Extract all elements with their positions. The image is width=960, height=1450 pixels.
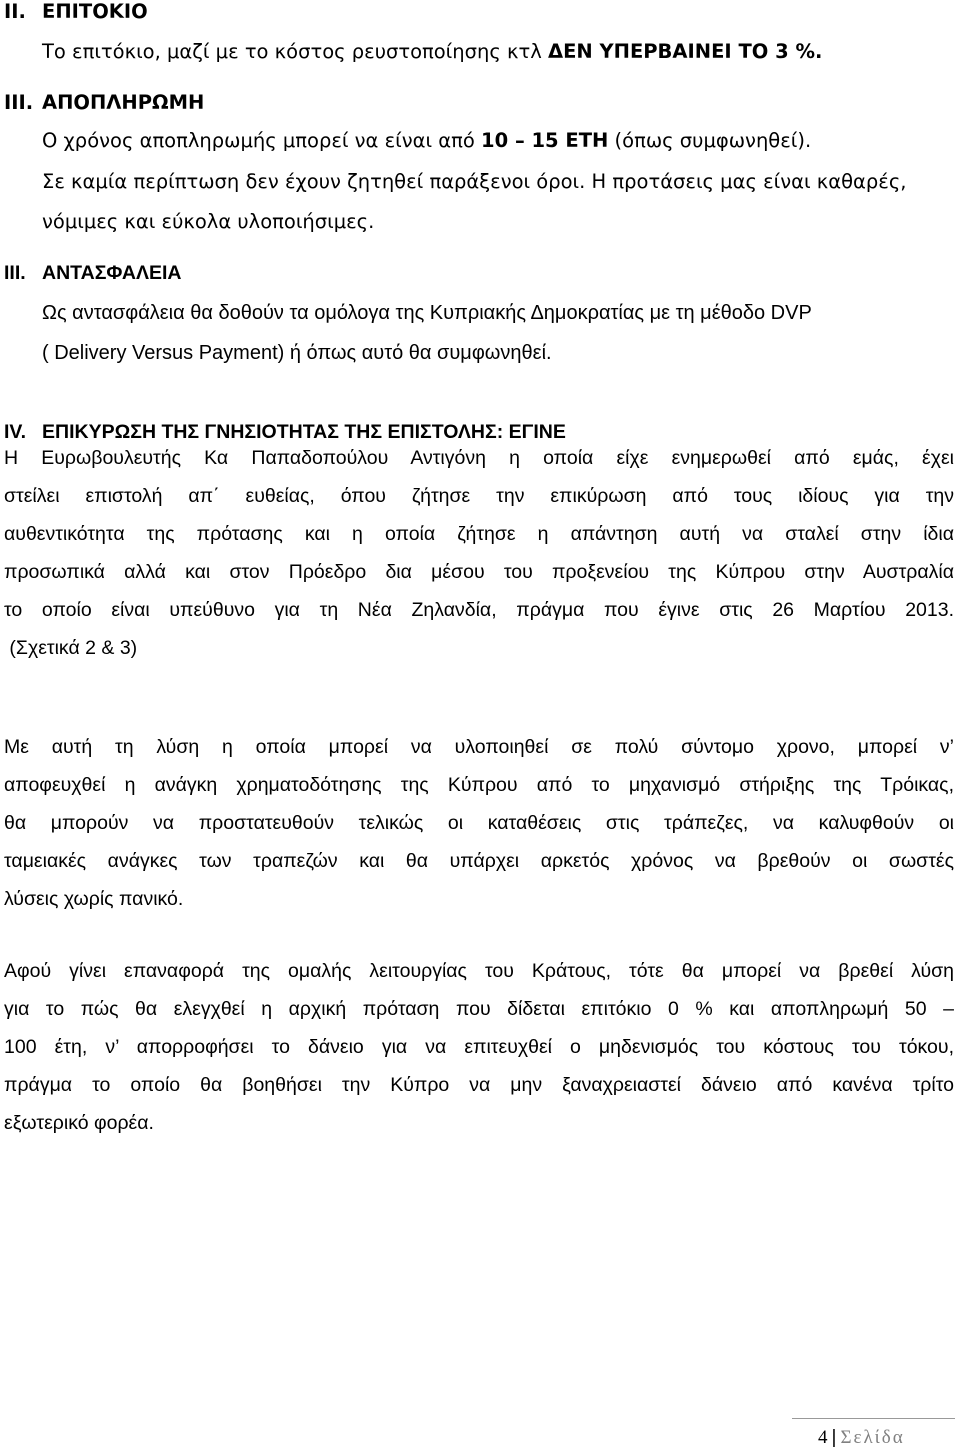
paragraph-2-line: Αφού γίνει επαναφορά της ομαλής λειτουργίας του Κράτους, τότε θα μπορεί να βρεθεί λύση: [4, 960, 954, 982]
page-word: Σελίδα: [840, 1427, 905, 1448]
section-iv-line: το οποίο είναι υπεύθυνο για τη Νέα Ζηλανδία, πράγμα που έγινε στις 26 Μαρτίου 2013.: [4, 599, 954, 621]
footer-separator: |: [831, 1427, 837, 1448]
section-iv-line: (Σχετικά 2 & 3): [4, 637, 138, 659]
section-iii-a-line-2: Σε καμία περίπτωση δεν έχουν ζητηθεί παράξενοι όροι. Η προτάσεις μας είναι καθαρές,: [42, 170, 907, 193]
section-iv-line: Η Ευρωβουλευτής Κα Παπαδοπούλου Αντιγόνη η οποία είχε ενημερωθεί από εμάς, έχει: [4, 447, 954, 469]
paragraph-2-line: πράγμα το οποίο θα βοηθήσει την Κύπρο να μην ξαναχρειαστεί δάνειο από κανένα τρίτο: [4, 1074, 954, 1096]
section-iii-a-line-1-bold: 10 – 15 ΕΤΗ: [481, 129, 609, 152]
paragraph-1-line: θα μπορούν να προστατευθούν τελικώς οι καταθέσεις στις τράπεζες, να καλυφθούν οι: [4, 812, 954, 834]
section-iii-b-title: ΑΝΤΑΣΦΑΛΕΙΑ: [42, 262, 182, 284]
paragraph-2-line: για το πώς θα ελεγχθεί η αρχική πρόταση που δίδεται επιτόκιο 0 % και αποπληρωμή 50 –: [4, 998, 954, 1020]
paragraph-1-line: αποφευχθεί η ανάγκη χρηματοδότησης της Κύπρου από το μηχανισμό στήριξης της Τρόικας,: [4, 774, 954, 796]
section-ii-text-bold: ΔΕΝ ΥΠΕΡΒΑΙΝΕΙ ΤΟ 3 %.: [547, 40, 823, 63]
section-iii-b-line-1: Ως αντασφάλεια θα δοθούν τα ομόλογα της Κυπριακής Δημοκρατίας με τη μέθοδο DVP: [42, 302, 812, 324]
paragraph-2-line: 100 έτη, ν’ απορροφήσει το δάνειο για να επιτευχθεί ο μηδενισμός του κόστους του τόκου,: [4, 1036, 954, 1058]
section-iii-b-line-2: ( Delivery Versus Payment) ή όπως αυτό θα συμφωνηθεί.: [42, 342, 552, 364]
section-iv-body: [4, 439, 954, 667]
paragraph-1-line: ταμειακές ανάγκες των τραπεζών και θα υπάρχει αρκετός χρόνος να βρεθούν οι σωστές: [4, 850, 954, 872]
paragraph-1-line: λύσεις χωρίς πανικό.: [4, 888, 184, 910]
page-footer: [818, 1426, 905, 1450]
section-iii-a-line-1-prefix: Ο χρόνος αποπληρωμής μπορεί να είναι από: [42, 129, 482, 152]
section-iv-title: ΕΠΙΚΥΡΩΣΗ ΤΗΣ ΓΝΗΣΙΟΤΗΤΑΣ ΤΗΣ ΕΠΙΣΤΟΛΗΣ: ΕΓΙΝΕ: [42, 421, 566, 443]
paragraph-1-line: Με αυτή τη λύση η οποία μπορεί να υλοποιηθεί σε πολύ σύντομο χρονο, μπορεί ν’: [4, 736, 954, 758]
section-ii-text-prefix: Το επιτόκιο, μαζί με το κόστος ρευστοποίησης κτλ: [42, 40, 548, 63]
section-iv-line: προσωπικά αλλά και στον Πρόεδρο δια μέσου του προξενείου της Κύπρου στην Αυστραλία: [4, 561, 954, 583]
section-iv-numeral: IV.: [4, 421, 27, 443]
section-ii-numeral: II.: [4, 0, 26, 23]
section-ii-title: ΕΠΙΤΟΚΙΟ: [42, 0, 148, 23]
footer-rule: [792, 1418, 955, 1419]
page-number: 4: [818, 1427, 828, 1448]
paragraph-2-line: εξωτερικό φορέα.: [4, 1112, 154, 1134]
section-iii-a-numeral: III.: [4, 91, 34, 114]
paragraph-1: [4, 728, 954, 918]
section-iii-a-line-1-suffix: (όπως συμφωνηθεί).: [608, 129, 812, 152]
section-iii-a-title: ΑΠΟΠΛΗΡΩΜΗ: [42, 91, 205, 114]
section-iv-line: αυθεντικότητα της πρότασης και η οποία ζήτησε η απάντηση αυτή να σταλεί στην ίδια: [4, 523, 954, 545]
section-iii-a-line-3: νόμιμες και εύκολα υλοποιήσιμες.: [42, 210, 375, 233]
section-iii-a-line-1: [42, 129, 811, 153]
section-iv-line: στείλει επιστολή απ΄ ευθείας, όπου ζήτησε την επικύρωση από τους ιδίους για την: [4, 485, 954, 507]
section-iii-b-numeral: III.: [4, 262, 26, 284]
section-ii-text: [42, 40, 822, 64]
paragraph-2: [4, 952, 954, 1142]
